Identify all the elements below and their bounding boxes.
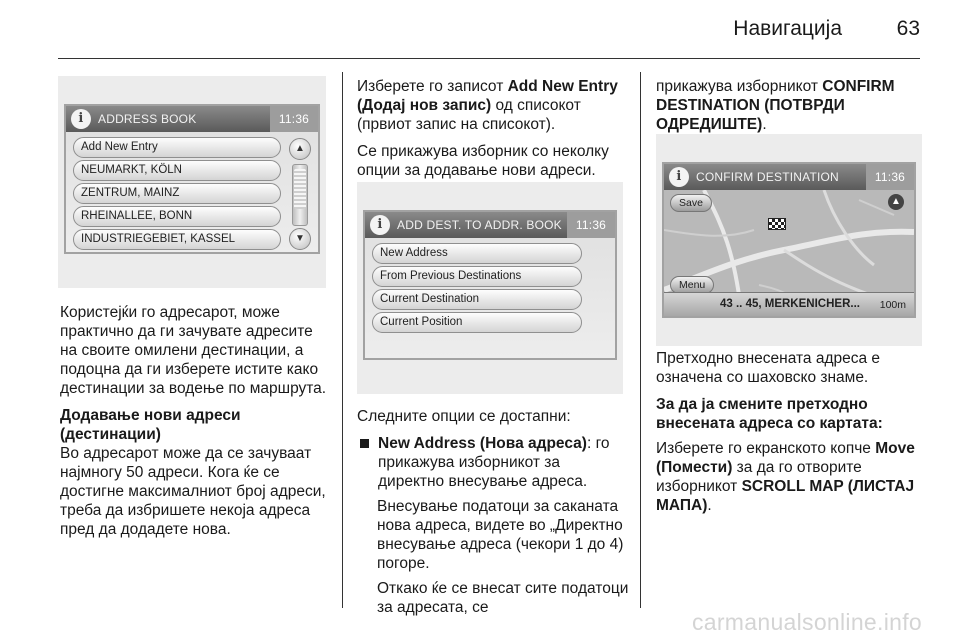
destination-address: 43 .. 45, MERKENICHER... (720, 298, 860, 310)
screen-title-bar (664, 164, 914, 190)
confirm-destination-screenshot (656, 134, 922, 346)
page-header (0, 0, 960, 62)
screen-title: ADDRESS BOOK (98, 112, 197, 126)
paragraph: прикажува изборникот CONFIRM DESTINATION (ПОТВРДИ ОДРЕДИШТЕ). (656, 78, 895, 133)
menu-item-previous-destinations[interactable]: From Previous Destinations (372, 266, 582, 287)
address-book-screenshot (58, 76, 326, 288)
paragraph: Користејќи го адресарот, може практично да ги зачувате адресите на своите омилени дестинации, а подоцна да ги изберете истите како дестинации за водење по маршрута. (60, 304, 327, 397)
screen-title-bar (66, 106, 318, 132)
column-1-text (60, 303, 332, 547)
address-book-screen (64, 104, 320, 254)
map-footer (664, 292, 914, 316)
paragraph: Претходно внесената адреса е означена со шаховско знаме. (656, 350, 881, 386)
screen-title-bar (365, 212, 615, 238)
menu-item-current-position[interactable]: Current Position (372, 312, 582, 333)
paragraph: Изберете го записот Add New Entry (Додај нов запис) од списокот (првиот запис на списокот). (357, 78, 618, 133)
menu-item-new-address[interactable]: New Address (372, 243, 582, 264)
header-rule (58, 58, 920, 59)
bullet-square-icon (360, 439, 369, 448)
info-icon[interactable]: i (370, 215, 390, 235)
address-book-item[interactable]: INDUSTRIEGEBIET, KASSEL (73, 229, 281, 250)
clock: 11:36 (270, 106, 318, 132)
clock: 11:36 (866, 164, 914, 190)
paragraph: Се прикажува изборник со неколку опции за додавање нови адреси. (357, 143, 609, 179)
page-title: Навигација (733, 17, 842, 40)
column-divider-1 (342, 72, 343, 608)
scrollbar-thumb[interactable] (294, 169, 306, 209)
column-2-text-top (357, 77, 625, 188)
menu-item-current-destination[interactable]: Current Destination (372, 289, 582, 310)
address-book-item[interactable]: NEUMARKT, KÖLN (73, 160, 281, 181)
scrollbar-track[interactable] (292, 164, 308, 226)
watermark: carmanualsonline.info (691, 609, 922, 635)
scroll-down-icon[interactable]: ▼ (289, 228, 311, 250)
add-dest-screen (363, 210, 617, 360)
checkered-flag-icon (768, 218, 786, 230)
address-book-item[interactable]: RHEINALLEE, BONN (73, 206, 281, 227)
paragraph: Откако ќе се внесат сите податоци за адресата, се (377, 580, 629, 616)
menu-button[interactable]: Menu (670, 276, 714, 294)
map-view[interactable] (664, 190, 914, 316)
screen-title: ADD DEST. TO ADDR. BOOK (397, 218, 562, 232)
paragraph: Внесување податоци за саканата нова адреса, видете во „Директно внесување адреса (чекори 1 до 4) погоре. (377, 498, 624, 572)
add-dest-screenshot (357, 182, 623, 394)
address-book-item[interactable]: ZENTRUM, MAINZ (73, 183, 281, 204)
paragraph: Изберете го екранското копче Move (Помести) за да го отворите изборникот SCROLL MAP (ЛИСТАЈ МАПА). (656, 440, 915, 514)
clock: 11:36 (567, 212, 615, 238)
bullet-item: New Address (Нова адреса): го прикажува изборникот за директно внесување адреса. (357, 434, 629, 497)
info-icon[interactable]: i (669, 167, 689, 187)
confirm-destination-screen (662, 162, 916, 318)
scroll-up-icon[interactable]: ▲ (289, 138, 311, 160)
compass-icon[interactable]: ▲ (888, 194, 904, 210)
page-number: 63 (896, 17, 920, 40)
section-heading: За да ја смените претходно внесената адреса со картата: (656, 396, 883, 432)
paragraph: Во адресарот може да се зачуваат најмногу 50 адреси. Кога ќе се достигне максималниот број адреси, треба да избришете некоја адреса пред да додадете нова. (60, 445, 326, 538)
column-2-text-bottom (357, 407, 629, 625)
paragraph: Следните опции се достапни: (357, 408, 571, 425)
info-icon[interactable]: i (71, 109, 91, 129)
column-divider-2 (640, 72, 641, 608)
column-3-text-top (656, 77, 928, 142)
save-button[interactable]: Save (670, 194, 712, 212)
section-heading: Додавање нови адреси (дестинации) (60, 407, 241, 443)
address-book-item[interactable]: Add New Entry (73, 137, 281, 158)
map-scale: 100m (879, 299, 906, 311)
column-3-text-bottom (656, 349, 928, 523)
screen-title: CONFIRM DESTINATION (696, 170, 839, 184)
